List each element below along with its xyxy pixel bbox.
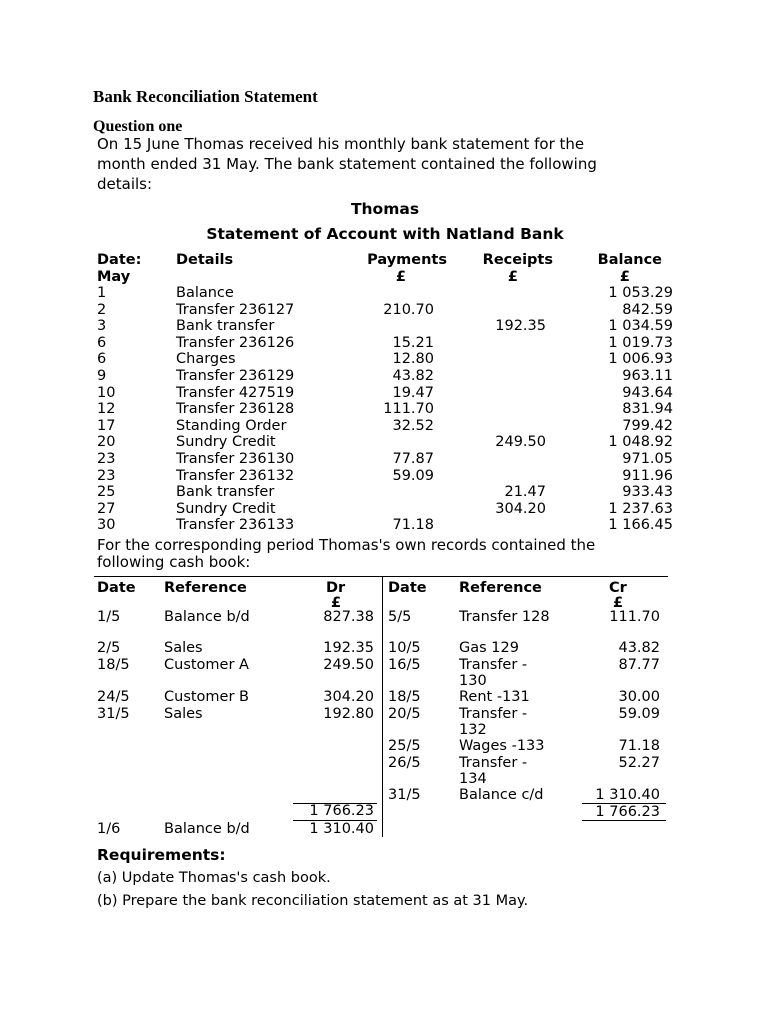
cb-credit-reference: Wages -133 [459, 738, 545, 754]
cb-debit-amount: 827.38 [323, 609, 374, 625]
statement-payment: 111.70 [383, 401, 434, 418]
requirements-heading: Requirements: [97, 846, 226, 864]
statement-balance: 1 019.73 [608, 334, 673, 351]
cb-credit-date: 26/5 [388, 755, 421, 771]
statement-payment: 77.87 [392, 451, 434, 467]
statement-date: 23 [97, 467, 116, 484]
statement-date: 1 [97, 285, 107, 301]
statement-name: Thomas [350, 200, 420, 218]
header-balance: Balance [597, 252, 662, 268]
closing-date: 1/6 [97, 821, 121, 837]
statement-balance: 971.05 [622, 451, 673, 467]
header-date: Date: [97, 252, 142, 268]
cb-credit-reference: Gas 129 [459, 640, 519, 656]
closing-reference: Balance b/d [164, 821, 250, 837]
cb-credit-date: 16/5 [388, 657, 421, 673]
statement-details: Transfer 236133 [176, 517, 295, 534]
statement-details: Bank transfer [176, 318, 275, 335]
statement-details: Standing Order [176, 417, 287, 434]
cb-header-ref-left: Reference [164, 580, 247, 596]
header-receipts-currency: £ [507, 269, 518, 285]
statement-receipt: 192.35 [495, 318, 546, 335]
cb-credit-reference: Rent -131 [459, 689, 530, 705]
statement-date: 12 [97, 401, 116, 418]
statement-date: 23 [97, 451, 116, 467]
right-total-rule-bottom [582, 820, 666, 821]
cb-credit-reference: Transfer - [459, 657, 528, 673]
statement-balance: 1 237.63 [608, 500, 673, 517]
cb-debit-date: 1/5 [97, 609, 121, 625]
statement-date: 30 [97, 517, 116, 534]
cb-credit-date: 25/5 [388, 738, 421, 754]
statement-details: Charges [176, 351, 236, 368]
statement-balance: 943.64 [622, 384, 673, 401]
statement-balance: 933.43 [622, 484, 673, 501]
cb-header-date-left: Date [97, 580, 136, 596]
statement-balance: 1 053.29 [608, 285, 673, 301]
cb-credit-amount: 30.00 [618, 689, 660, 705]
statement-details: Transfer 236126 [176, 334, 295, 351]
cashbook-total-right: 1 766.23 [595, 804, 660, 820]
cashbook-center-rule [382, 577, 383, 837]
cb-credit-date: 18/5 [388, 689, 421, 705]
cb-header-ref-right: Reference [459, 580, 542, 596]
cb-credit-amount: 52.27 [618, 755, 660, 771]
cashbook-total-left: 1 766.23 [309, 803, 374, 819]
cb-debit-reference: Balance b/d [164, 609, 250, 625]
question-heading: Question one [93, 118, 183, 135]
cb-header-cr: Cr [609, 580, 627, 596]
statement-payment: 19.47 [392, 384, 434, 401]
cb-credit-reference-cont: 130 [459, 673, 487, 689]
header-balance-currency: £ [619, 269, 630, 285]
cb-credit-amount: 43.82 [618, 640, 660, 656]
cashbook-intro-line: For the corresponding period Thomas's own records contained the [97, 536, 596, 554]
header-receipts: Receipts [482, 252, 553, 268]
cb-debit-date: 31/5 [97, 706, 130, 722]
cb-credit-reference-cont: 134 [459, 771, 487, 787]
header-details: Details [176, 252, 234, 268]
statement-date: 6 [97, 351, 107, 368]
statement-balance: 799.42 [622, 417, 673, 434]
statement-payment: 59.09 [392, 467, 434, 484]
cb-credit-reference-cont: 132 [459, 722, 487, 738]
cashbook-intro-line: following cash book: [97, 553, 251, 571]
cb-header-dr: Dr [326, 580, 346, 596]
statement-date: 27 [97, 500, 116, 517]
statement-date: 20 [97, 434, 116, 451]
cb-credit-date: 31/5 [388, 787, 421, 803]
cb-credit-reference: Transfer - [459, 706, 528, 722]
cb-debit-reference: Sales [164, 640, 203, 656]
statement-payment: 71.18 [392, 517, 434, 534]
statement-balance: 1 166.45 [608, 517, 673, 534]
statement-balance: 1 034.59 [608, 318, 673, 335]
statement-details: Sundry Credit [176, 500, 276, 517]
statement-details: Transfer 236132 [176, 467, 295, 484]
cb-header-date-right: Date [388, 580, 427, 596]
statement-balance: 963.11 [622, 368, 673, 384]
cb-credit-amount: 71.18 [618, 738, 660, 754]
cb-header-dr-currency: £ [331, 595, 342, 611]
statement-details: Transfer 427519 [176, 384, 295, 401]
intro-line: month ended 31 May. The bank statement contained the following [97, 155, 597, 173]
cb-debit-amount: 192.35 [323, 640, 374, 656]
cashbook-top-rule [94, 576, 668, 577]
statement-balance: 831.94 [622, 401, 673, 418]
header-payments-currency: £ [395, 269, 406, 285]
statement-payment: 12.80 [392, 351, 434, 368]
header-payments: Payments [367, 252, 447, 268]
cb-debit-amount: 249.50 [323, 657, 374, 673]
statement-details: Sundry Credit [176, 434, 276, 451]
document-title: Bank Reconciliation Statement [93, 87, 318, 106]
statement-details: Transfer 236130 [176, 451, 295, 467]
statement-date: 10 [97, 384, 116, 401]
cb-debit-amount: 192.80 [323, 706, 374, 722]
statement-date: 25 [97, 484, 116, 501]
cb-credit-reference: Balance c/d [459, 787, 544, 803]
statement-date: 9 [97, 368, 107, 384]
closing-amount: 1 310.40 [309, 821, 374, 837]
statement-date: 2 [97, 301, 107, 318]
cb-credit-amount: 87.77 [618, 657, 660, 673]
statement-balance: 1 048.92 [608, 434, 673, 451]
cb-debit-reference: Customer B [164, 689, 249, 705]
statement-details: Transfer 236129 [176, 368, 295, 384]
cb-debit-date: 2/5 [97, 640, 121, 656]
intro-line: On 15 June Thomas received his monthly bank statement for the [97, 135, 585, 153]
cb-credit-amount: 111.70 [609, 609, 660, 625]
statement-payment: 43.82 [392, 368, 434, 384]
statement-details: Transfer 236128 [176, 401, 295, 418]
statement-details: Bank transfer [176, 484, 275, 501]
statement-details: Transfer 236127 [176, 301, 295, 318]
statement-balance: 1 006.93 [608, 351, 673, 368]
statement-details: Balance [176, 285, 234, 301]
cb-debit-reference: Customer A [164, 657, 249, 673]
statement-receipt: 249.50 [495, 434, 546, 451]
statement-date: 6 [97, 334, 107, 351]
intro-line: details: [97, 175, 153, 193]
cb-header-cr-currency: £ [613, 595, 624, 611]
cb-debit-date: 24/5 [97, 689, 130, 705]
statement-receipt: 304.20 [495, 500, 546, 517]
header-month: May [97, 269, 131, 285]
cb-credit-amount: 1 310.40 [595, 787, 660, 803]
statement-balance: 842.59 [622, 301, 673, 318]
cb-credit-amount: 59.09 [618, 706, 660, 722]
cb-credit-date: 5/5 [388, 609, 412, 625]
statement-date: 17 [97, 417, 116, 434]
statement-payment: 210.70 [383, 301, 434, 318]
cb-debit-date: 18/5 [97, 657, 130, 673]
statement-payment: 15.21 [392, 334, 434, 351]
cb-debit-amount: 304.20 [323, 689, 374, 705]
requirement-item: (a) Update Thomas's cash book. [97, 870, 331, 886]
requirement-item: (b) Prepare the bank reconciliation statement as at 31 May. [97, 893, 529, 909]
cb-credit-date: 20/5 [388, 706, 421, 722]
cb-credit-date: 10/5 [388, 640, 421, 656]
statement-date: 3 [97, 318, 107, 335]
statement-subtitle: Statement of Account with Natland Bank [206, 225, 564, 243]
cb-credit-reference: Transfer - [459, 755, 528, 771]
cb-debit-reference: Sales [164, 706, 203, 722]
cb-credit-reference: Transfer 128 [459, 609, 550, 625]
statement-receipt: 21.47 [504, 484, 546, 501]
statement-balance: 911.96 [622, 467, 673, 484]
statement-payment: 32.52 [392, 417, 434, 434]
